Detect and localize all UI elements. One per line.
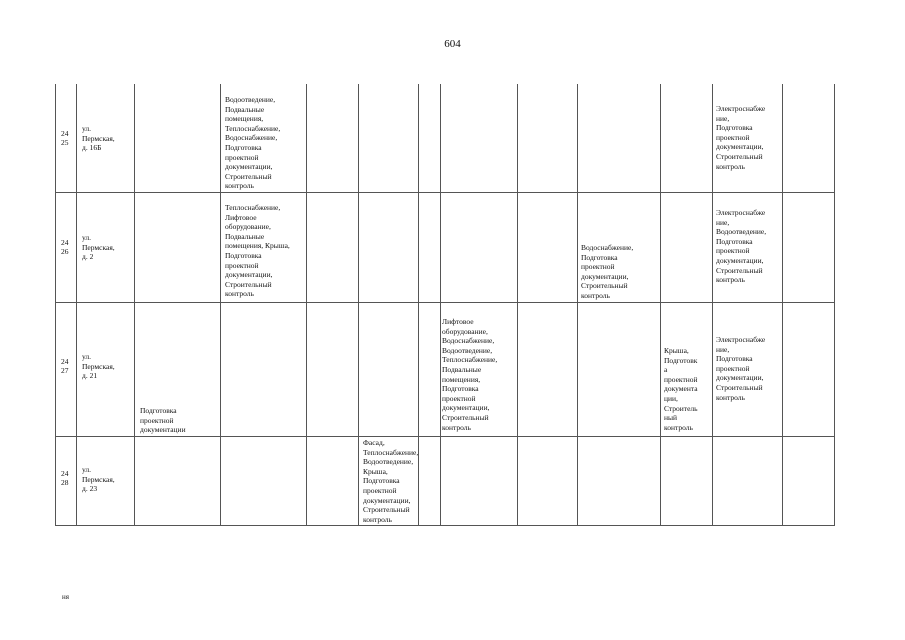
column-divider xyxy=(577,84,578,525)
column-divider xyxy=(76,84,77,525)
works-table xyxy=(55,84,835,526)
column-divider xyxy=(517,84,518,525)
column-divider xyxy=(358,84,359,525)
row-divider xyxy=(56,436,834,437)
column-divider xyxy=(306,84,307,525)
page-number: 604 xyxy=(444,38,461,50)
row-number: 24 27 xyxy=(61,357,69,375)
column-divider xyxy=(440,84,441,525)
work-list-cell: Водоотведение, Подвальные помещения, Теплоснабжение, Водоснабжение, Подготовка проектной документации, Строительный контроль xyxy=(225,95,281,191)
row-number: 24 26 xyxy=(61,238,69,256)
work-list-cell: Подготовка проектной документации xyxy=(140,406,186,435)
work-list-cell: Водоснабжение, Подготовка проектной документации, Строительный контроль xyxy=(581,243,634,300)
address-cell: ул. Пермская, д. 16Б xyxy=(82,124,115,153)
row-number: 24 25 xyxy=(61,129,69,147)
work-list-cell: Электроснабже ние, Подготовка проектной документации, Строительный контроль xyxy=(716,335,766,402)
work-list-cell: Теплоснабжение, Лифтовое оборудование, Подвальные помещения, Крыша, Подготовка проектной документации, Строительный контроль xyxy=(225,203,290,299)
column-divider xyxy=(712,84,713,525)
work-list-cell: Электроснабже ние, Водоотведение, Подготовка проектной документации, Строительный контроль xyxy=(716,208,767,285)
work-list-cell: Электроснабже ние, Подготовка проектной документации, Строительный контроль xyxy=(716,104,766,171)
address-cell: ул. Пермская, д. 21 xyxy=(82,352,115,381)
work-list-cell: Лифтовое оборудование, Водоснабжение, Водоотведение, Теплоснабжение, Подвальные помещения, Подготовка проектной документации, Строительный контроль xyxy=(442,317,498,432)
work-list-cell: Фасад, Теплоснабжение, Водоотведение, Крыша, Подготовка проектной документации, Строительный контроль xyxy=(363,438,419,524)
footer-mark: ня xyxy=(62,593,69,601)
row-number: 24 28 xyxy=(61,469,69,487)
address-cell: ул. Пермская, д. 2 xyxy=(82,233,115,262)
address-cell: ул. Пермская, д. 23 xyxy=(82,465,115,494)
column-divider xyxy=(134,84,135,525)
row-divider xyxy=(56,302,834,303)
column-divider xyxy=(660,84,661,525)
work-list-cell: Крыша, Подготовк а проектной документа ции, Строитель ный контроль xyxy=(664,346,698,432)
column-divider xyxy=(782,84,783,525)
column-divider xyxy=(220,84,221,525)
row-divider xyxy=(56,192,834,193)
